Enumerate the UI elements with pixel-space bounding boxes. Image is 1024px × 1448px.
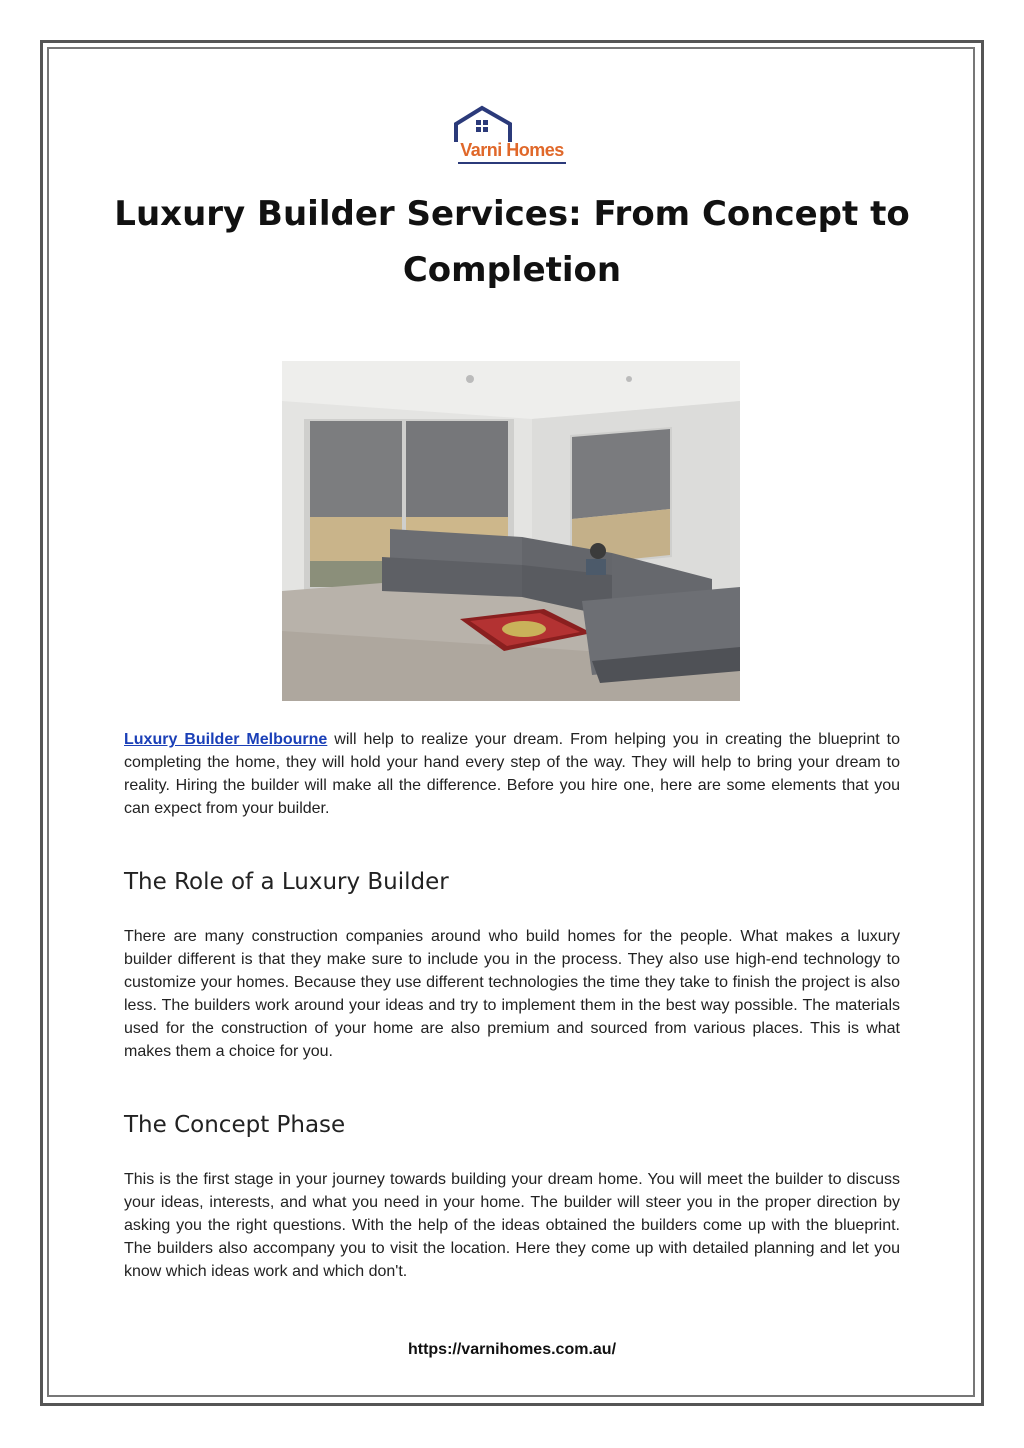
intro-paragraph bbox=[124, 728, 900, 820]
intro-text: will help to realize your dream. From helping you in creating the blueprint to completing the home, they will hold your hand every step of the way. They will help to bring your dream to reality. Hiring the builder will make all the difference. Before you hire one, here are some elements that you can expect from your builder. bbox=[124, 731, 900, 817]
living-room-photo bbox=[282, 361, 740, 701]
footer-url[interactable]: https://varnihomes.com.au/ bbox=[407, 1341, 617, 1358]
logo-underline bbox=[458, 162, 566, 164]
section-heading-role: The Role of a Luxury Builder bbox=[124, 869, 449, 895]
section-body-concept: This is the first stage in your journey towards building your dream home. You will meet the builder to discuss your ideas, interests, and what you need in your home. The builder will steer you in the proper direction by asking you the right questions. With the help of the ideas obtained the builders come up with the blueprint. The builders also accompany you to visit the location. Here they come up with detailed planning and let you know which ideas work and which don't. bbox=[124, 1171, 900, 1280]
house-icon bbox=[452, 104, 572, 144]
page-title: Luxury Builder Services: From Concept to Completion bbox=[114, 194, 910, 290]
section-heading-concept: The Concept Phase bbox=[124, 1112, 346, 1138]
varni-homes-logo bbox=[452, 104, 572, 168]
logo-text: Varni Homes bbox=[460, 140, 564, 160]
luxury-builder-melbourne-link[interactable]: Luxury Builder Melbourne bbox=[124, 731, 328, 748]
section-body-role: There are many construction companies around who build homes for the people. What makes a luxury builder different is that they make sure to include you in the process. They also use high-end technology to customize your homes. Because they use different technologies the time they take to finish the project is also less. The builders work around your ideas and try to implement them in the best way possible. The materials used for the construction of your home are also premium and sourced from various places. This is what makes them a choice for you. bbox=[124, 928, 900, 1060]
